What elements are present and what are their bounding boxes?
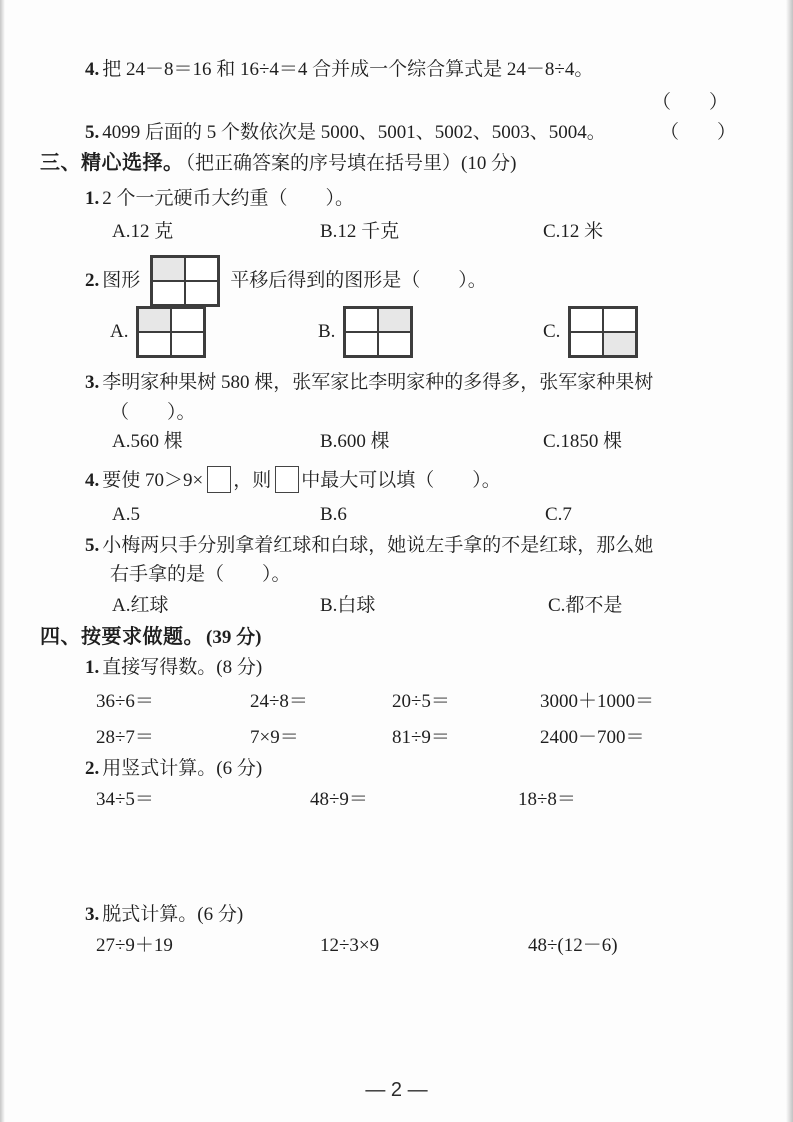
calc-expression: 36÷6＝	[96, 691, 154, 712]
grid-cell-bottom-left	[345, 332, 378, 356]
judge-item-4-bracket: （ ）	[652, 92, 729, 113]
grid-cell-top-left	[152, 257, 185, 281]
grid-cell-top-right	[603, 308, 636, 332]
calc-expression: 20÷5＝	[392, 691, 450, 712]
choice-q1-option-a: A.12 克	[112, 221, 174, 242]
calc-sub2-title-text: 用竖式计算。(6 分)	[102, 758, 263, 779]
grid-cell-bottom-left	[138, 332, 171, 356]
calc-expression: 48÷(12－6)	[528, 935, 618, 956]
choice-q1-option-b: B.12 千克	[320, 221, 400, 242]
choice-q5-option-b: B.白球	[320, 595, 376, 616]
choice-q3-text-line1: 李明家种果树 580 棵，张军家比李明家种的多得多，张军家种果树	[102, 372, 654, 393]
calc-expression: 48÷9＝	[310, 789, 368, 810]
judge-item-4-number: 4.	[85, 59, 100, 80]
grid-cell-top-left	[345, 308, 378, 332]
grid-option-c	[568, 306, 638, 358]
choice-q1-text: 2 个一元硬币大约重（ ）。	[102, 188, 355, 209]
choice-q2-option-c-label: C.	[543, 321, 561, 343]
choice-q5-text-line1: 小梅两只手分别拿着红球和白球，她说左手拿的不是红球，那么她	[102, 535, 654, 556]
grid-cell-bottom-left	[570, 332, 603, 356]
calc-expression: 7×9＝	[250, 727, 299, 748]
choice-q2	[85, 255, 487, 307]
choice-q2-option-b	[318, 306, 413, 358]
choice-q2-post-text: 平移后得到的图形是（ ）。	[230, 270, 487, 292]
grid-option-b	[343, 306, 413, 358]
grid-cell-bottom-right	[603, 332, 636, 356]
grid-cell-top-left	[570, 308, 603, 332]
grid-cell-top-left	[138, 308, 171, 332]
choice-q4-text-1: 要使 70＞9×	[102, 469, 204, 491]
blank-box	[275, 466, 299, 493]
page-number: — 2 —	[365, 1079, 428, 1101]
calc-sub2-title	[85, 757, 262, 781]
calc-sub3-title	[85, 903, 243, 927]
scan-edge-left	[0, 0, 5, 1122]
calc-sub3-title-text: 脱式计算。(6 分)	[102, 904, 244, 925]
calc-expression: 12÷3×9	[320, 935, 380, 956]
calc-expression: 81÷9＝	[392, 727, 450, 748]
calc-expression: 2400－700＝	[540, 727, 645, 748]
choice-q4	[85, 466, 501, 497]
choice-q4-option-b: B.6	[320, 504, 347, 525]
section-three-header	[40, 151, 516, 176]
choice-q1-option-c: C.12 米	[543, 221, 604, 242]
judge-item-5-number: 5.	[85, 122, 100, 143]
calc-sub1-title-text: 直接写得数。(8 分)	[102, 657, 263, 678]
section-four-points: (39 分)	[206, 627, 262, 648]
calc-expression: 3000＋1000＝	[540, 691, 655, 712]
choice-q2-option-a	[110, 306, 206, 358]
judge-item-5-bracket: （ ）	[660, 122, 737, 143]
grid-cell-bottom-right	[185, 281, 218, 305]
grid-cell-bottom-right	[378, 332, 411, 356]
calc-expression: 27÷9＋19	[96, 935, 173, 956]
scan-edge-right	[786, 0, 793, 1122]
section-four-header	[40, 625, 261, 650]
choice-q5-option-c: C.都不是	[548, 595, 623, 616]
calc-expression: 24÷8＝	[250, 691, 308, 712]
choice-q2-option-b-label: B.	[318, 321, 336, 343]
calc-expression: 18÷8＝	[518, 789, 576, 810]
calc-expression: 34÷5＝	[96, 789, 154, 810]
judge-item-5	[85, 121, 606, 145]
choice-q3-line2: （ ）。	[110, 402, 196, 423]
grid-cell-bottom-right	[171, 332, 204, 356]
section-four-title: 四、按要求做题。	[40, 626, 204, 648]
choice-q3-option-c: C.1850 棵	[543, 431, 623, 452]
section-three-subtitle: （把正确答案的序号填在括号里）(10 分)	[185, 153, 517, 174]
grid-option-a	[136, 306, 206, 358]
judge-item-4-text: 把 24－8＝16 和 16÷4＝4 合并成一个综合算式是 24－8÷4。	[102, 59, 594, 80]
calc-sub1-title	[85, 656, 262, 680]
choice-q2-number: 2.	[85, 270, 100, 292]
grid-cell-top-right	[378, 308, 411, 332]
section-three-title: 三、精心选择。	[40, 152, 184, 174]
grid-cell-top-right	[185, 257, 218, 281]
choice-q4-option-a: A.5	[112, 504, 140, 525]
choice-q4-text-3: 中最大可以填（ ）。	[301, 469, 501, 491]
choice-q1	[85, 187, 354, 211]
choice-q5-line1	[85, 534, 653, 558]
grid-cell-top-right	[171, 308, 204, 332]
grid-figure-q2	[150, 255, 220, 307]
blank-box	[207, 466, 231, 493]
choice-q2-option-a-label: A.	[110, 321, 129, 343]
choice-q4-option-c: C.7	[545, 504, 572, 525]
choice-q3-option-a: A.560 棵	[112, 431, 183, 452]
choice-q5-option-a: A.红球	[112, 595, 169, 616]
choice-q4-text-2: ，则	[233, 469, 272, 491]
choice-q2-option-c	[543, 306, 638, 358]
choice-q5-line2: 右手拿的是（ ）。	[110, 564, 291, 585]
choice-q3-option-b: B.600 棵	[320, 431, 390, 452]
choice-q5-number: 5.	[85, 535, 100, 556]
calc-expression: 28÷7＝	[96, 727, 154, 748]
calc-sub1-number: 1.	[85, 657, 100, 678]
choice-q3-line1	[85, 371, 653, 395]
grid-cell-bottom-left	[152, 281, 185, 305]
choice-q2-pre-text: 图形	[102, 270, 141, 292]
choice-q1-number: 1.	[85, 188, 100, 209]
choice-q3-number: 3.	[85, 372, 100, 393]
choice-q4-number: 4.	[85, 469, 100, 491]
calc-sub2-number: 2.	[85, 758, 100, 779]
judge-item-5-text: 4099 后面的 5 个数依次是 5000、5001、5002、5003、5004。	[102, 122, 606, 143]
calc-sub3-number: 3.	[85, 904, 100, 925]
judge-item-4	[85, 58, 593, 82]
